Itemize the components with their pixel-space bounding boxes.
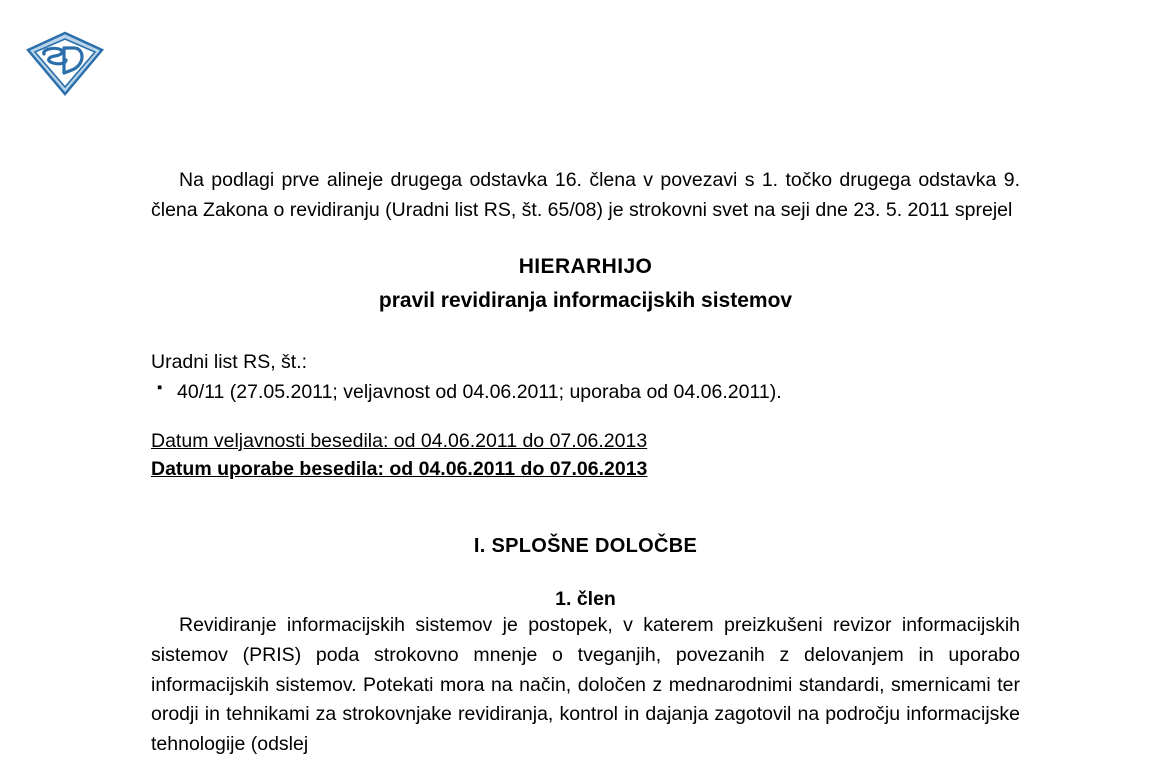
document-subtitle: pravil revidiranja informacijskih sistemov <box>378 288 793 312</box>
section-heading: I. SPLOŠNE DOLOČBE <box>473 535 698 558</box>
usage-date: Datum uporabe besedila: od 04.06.2011 do 07.06.2013 <box>151 458 648 481</box>
gazette-block <box>151 348 1020 407</box>
intro-paragraph: Na podlagi prve alineje drugega odstavka 16. člena v povezavi s 1. točko drugega odstavka 9. člena Zakona o revidiranju (Uradni list RS, št. 65/08) je strokovni svet na seji dne 23. 5. 2011 sprejel <box>151 169 1020 221</box>
validity-date: Datum veljavnosti besedila: od 04.06.2011 do 07.06.2013 <box>151 429 648 452</box>
sd-logo <box>22 30 108 98</box>
article-heading: 1. člen <box>555 588 616 611</box>
title-block <box>151 251 1020 316</box>
gazette-label: Uradni list RS, št.: <box>151 351 308 374</box>
article-body: Revidiranje informacijskih sistemov je postopek, v katerem preizkušeni revizor informacijskih sistemov (PRIS) poda strokovno mnenje o tveganjih, povezanih z delovanjem in uporabo informacijskih sistemov. Potekati mora na način, določen z mednarodnimi standardi, smernicami ter orodji in tehnikami za strokovnjake revidiranja, kontrol in dajanja zagotovil na področju informacijske tehnologije (odslej <box>151 614 1020 755</box>
document-content <box>151 166 1020 759</box>
list-item: ▪ 40/11 (27.05.2011; veljavnost od 04.06.2011; uporaba od 04.06.2011). <box>151 378 1020 407</box>
document-title: HIERARHIJO <box>518 255 653 279</box>
gazette-list <box>151 378 1020 407</box>
dates-block <box>151 427 1020 484</box>
